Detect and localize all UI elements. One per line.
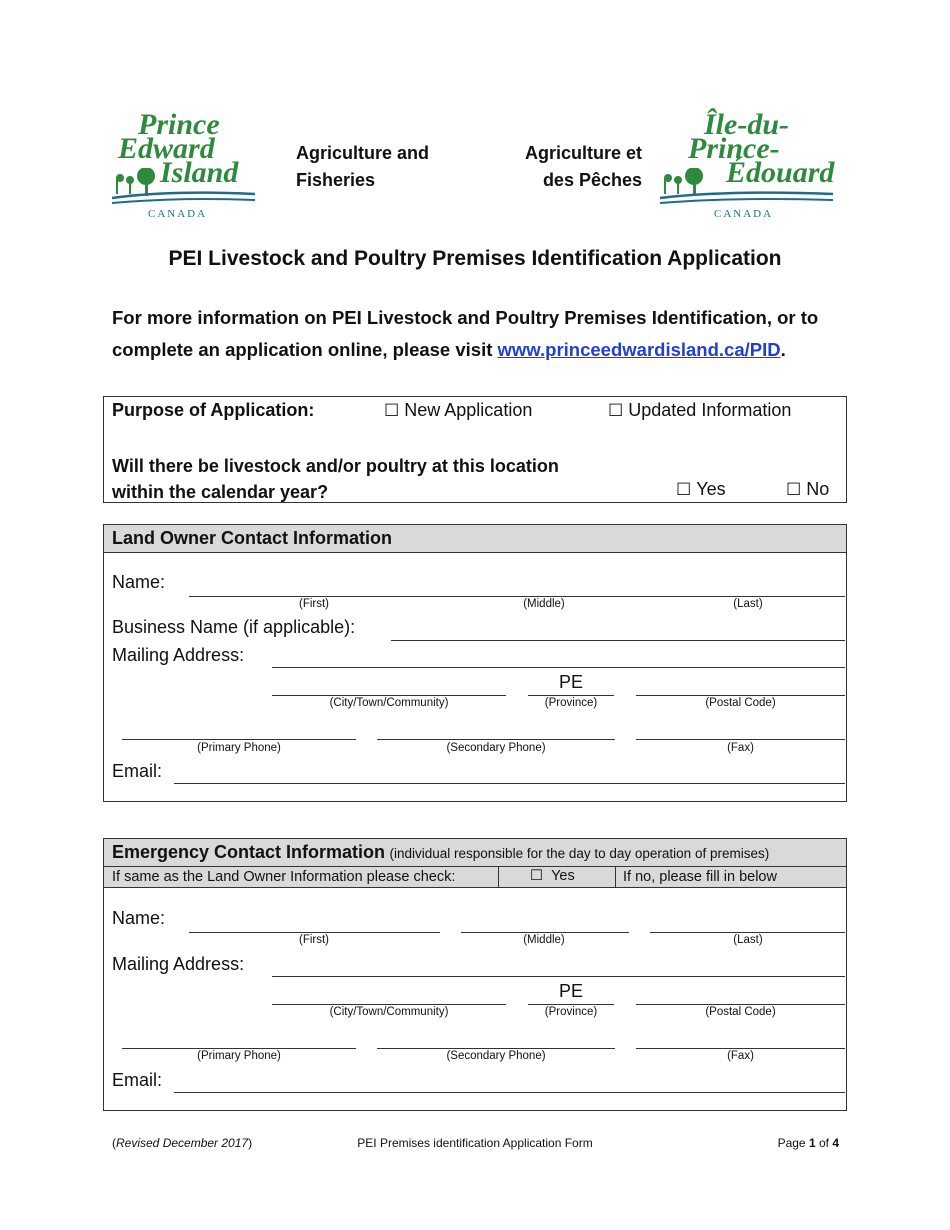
- emergency-middle-field[interactable]: [461, 932, 629, 933]
- same-as-owner-checkbox[interactable]: ☐: [530, 868, 543, 884]
- same-as-owner-option[interactable]: [530, 868, 575, 884]
- livestock-question: [112, 453, 559, 505]
- revision-date: Revised December 2017: [116, 1136, 249, 1150]
- pid-website-link[interactable]: www.princeedwardisland.ca/PID: [497, 339, 781, 360]
- revision-open-paren: (: [112, 1136, 116, 1150]
- intro-period: .: [780, 339, 786, 360]
- page-number: [700, 1136, 839, 1150]
- dept-french: [490, 140, 642, 194]
- intro-line2: [112, 334, 872, 366]
- livestock-question-line2: within the calendar year?: [112, 482, 329, 502]
- emergency-first-field[interactable]: [189, 932, 440, 933]
- livestock-question-line1: Will there be livestock and/or poultry at this location: [112, 456, 559, 476]
- revision-close-paren: ): [248, 1136, 253, 1150]
- emergency-mailing-field[interactable]: [272, 976, 845, 977]
- emergency-primary-phone-field[interactable]: [122, 1048, 356, 1049]
- dept-french-line1: Agriculture et: [524, 143, 642, 163]
- owner-fax-caption: (Fax): [727, 742, 754, 754]
- emergency-city-caption: (City/Town/Community): [329, 1006, 449, 1018]
- owner-province-field[interactable]: [528, 695, 614, 696]
- emergency-email-label: Email:: [112, 1070, 163, 1090]
- dept-english-line2: Fisheries: [296, 170, 376, 190]
- tree-wave-icon: [110, 168, 260, 210]
- dept-english: [296, 140, 429, 194]
- livestock-yes-label: Yes: [696, 479, 726, 499]
- owner-secondary-phone-field[interactable]: [377, 739, 615, 740]
- same-row-divider-1: [498, 867, 499, 887]
- owner-postal-field[interactable]: [636, 695, 845, 696]
- page-current: 1: [808, 1136, 816, 1150]
- owner-name-field[interactable]: [189, 596, 845, 597]
- owner-city-caption: (City/Town/Community): [329, 697, 449, 709]
- emergency-heading-row: [112, 842, 769, 863]
- page-of: of: [815, 1136, 833, 1150]
- dept-french-line2: des Pêches: [542, 170, 642, 190]
- livestock-yes-checkbox[interactable]: ☐: [676, 480, 692, 499]
- updated-information-label: Updated Information: [628, 400, 792, 420]
- livestock-no-checkbox[interactable]: ☐: [786, 480, 802, 499]
- logo-right-line2: Prince-: [688, 132, 780, 165]
- emergency-middle-caption: (Middle): [523, 934, 565, 946]
- owner-city-field[interactable]: [272, 695, 506, 696]
- intro-paragraph: [112, 302, 872, 366]
- land-owner-heading: Land Owner Contact Information: [112, 528, 393, 548]
- owner-mailing-field[interactable]: [272, 667, 845, 668]
- emergency-secondary-phone-field[interactable]: [377, 1048, 615, 1049]
- business-name-label: Business Name (if applicable):: [112, 617, 356, 637]
- same-as-owner-yes: Yes: [551, 868, 575, 884]
- livestock-no-option[interactable]: [786, 479, 829, 500]
- dept-english-line1: Agriculture and: [296, 143, 430, 163]
- owner-email-field[interactable]: [174, 783, 845, 784]
- logo-left-line2: Edward: [118, 132, 215, 165]
- emergency-fax-caption: (Fax): [727, 1050, 754, 1062]
- owner-fax-field[interactable]: [636, 739, 845, 740]
- new-application-label: New Application: [404, 400, 533, 420]
- updated-information-option[interactable]: [608, 400, 791, 421]
- emergency-heading: Emergency Contact Information: [112, 842, 386, 862]
- emergency-last-field[interactable]: [650, 932, 845, 933]
- owner-last-caption: (Last): [733, 598, 763, 610]
- emergency-last-caption: (Last): [733, 934, 763, 946]
- same-row-divider-2: [615, 867, 616, 887]
- owner-province-caption: (Province): [544, 697, 598, 709]
- pei-logo-left: [110, 108, 260, 222]
- emergency-heading-note: (individual responsible for the day to day operation of premises): [389, 846, 770, 861]
- emergency-name-label: Name:: [112, 908, 166, 928]
- emergency-secondary-phone-caption: (Secondary Phone): [446, 1050, 546, 1062]
- emergency-primary-phone-caption: (Primary Phone): [197, 1050, 281, 1062]
- tree-wave-icon: [658, 168, 838, 210]
- if-no-note: If no, please fill in below: [623, 869, 777, 885]
- new-application-checkbox[interactable]: ☐: [384, 401, 400, 420]
- owner-email-label: Email:: [112, 761, 163, 781]
- logo-right-line1: Île-du-: [704, 108, 789, 141]
- updated-information-checkbox[interactable]: ☐: [608, 401, 624, 420]
- emergency-section: [103, 838, 847, 1111]
- owner-primary-phone-field[interactable]: [122, 739, 356, 740]
- owner-mailing-label: Mailing Address:: [112, 645, 245, 665]
- emergency-postal-caption: (Postal Code): [705, 1006, 776, 1018]
- owner-postal-caption: (Postal Code): [705, 697, 776, 709]
- emergency-mailing-label: Mailing Address:: [112, 954, 245, 974]
- land-owner-header: [104, 525, 846, 553]
- page-total: 4: [832, 1136, 839, 1150]
- business-name-field[interactable]: [391, 640, 845, 641]
- logo-left-country: CANADA: [148, 208, 208, 220]
- emergency-province-field[interactable]: [528, 1004, 614, 1005]
- intro-line1: For more information on PEI Livestock and Poultry Premises Identification, or to: [112, 307, 819, 328]
- owner-secondary-phone-caption: (Secondary Phone): [446, 742, 546, 754]
- owner-middle-caption: (Middle): [523, 598, 565, 610]
- logo-right-country: CANADA: [714, 208, 774, 220]
- same-as-owner-label: If same as the Land Owner Information please check:: [112, 869, 456, 885]
- emergency-first-caption: (First): [298, 934, 329, 946]
- emergency-province-value: PE: [558, 981, 583, 1001]
- emergency-city-field[interactable]: [272, 1004, 506, 1005]
- same-as-owner-row: [104, 867, 846, 888]
- pei-logo-right: [658, 108, 838, 222]
- page-prefix: Page: [777, 1136, 809, 1150]
- intro-line2-text: complete an application online, please visit: [112, 339, 498, 360]
- page-title: PEI Livestock and Poultry Premises Identification Application: [168, 247, 782, 270]
- owner-province-value: PE: [558, 672, 583, 692]
- emergency-header: [104, 839, 846, 867]
- livestock-no-label: No: [806, 479, 830, 499]
- logo-left-line1: Prince: [138, 108, 220, 141]
- livestock-yes-option[interactable]: [676, 479, 726, 500]
- emergency-fax-field[interactable]: [636, 1048, 845, 1049]
- emergency-email-field[interactable]: [174, 1092, 845, 1093]
- emergency-province-caption: (Province): [544, 1006, 598, 1018]
- logo-right-line3: Édouard: [726, 156, 835, 189]
- new-application-option[interactable]: [384, 400, 532, 421]
- logo-left-line3: Island: [160, 156, 239, 189]
- emergency-postal-field[interactable]: [636, 1004, 845, 1005]
- footer-form-name: PEI Premises identification Application Form: [357, 1136, 593, 1150]
- owner-name-label: Name:: [112, 572, 166, 592]
- land-owner-section: [103, 524, 847, 802]
- purpose-label: Purpose of Application:: [112, 400, 315, 420]
- owner-first-caption: (First): [298, 598, 329, 610]
- owner-primary-phone-caption: (Primary Phone): [197, 742, 281, 754]
- purpose-section: [103, 396, 847, 503]
